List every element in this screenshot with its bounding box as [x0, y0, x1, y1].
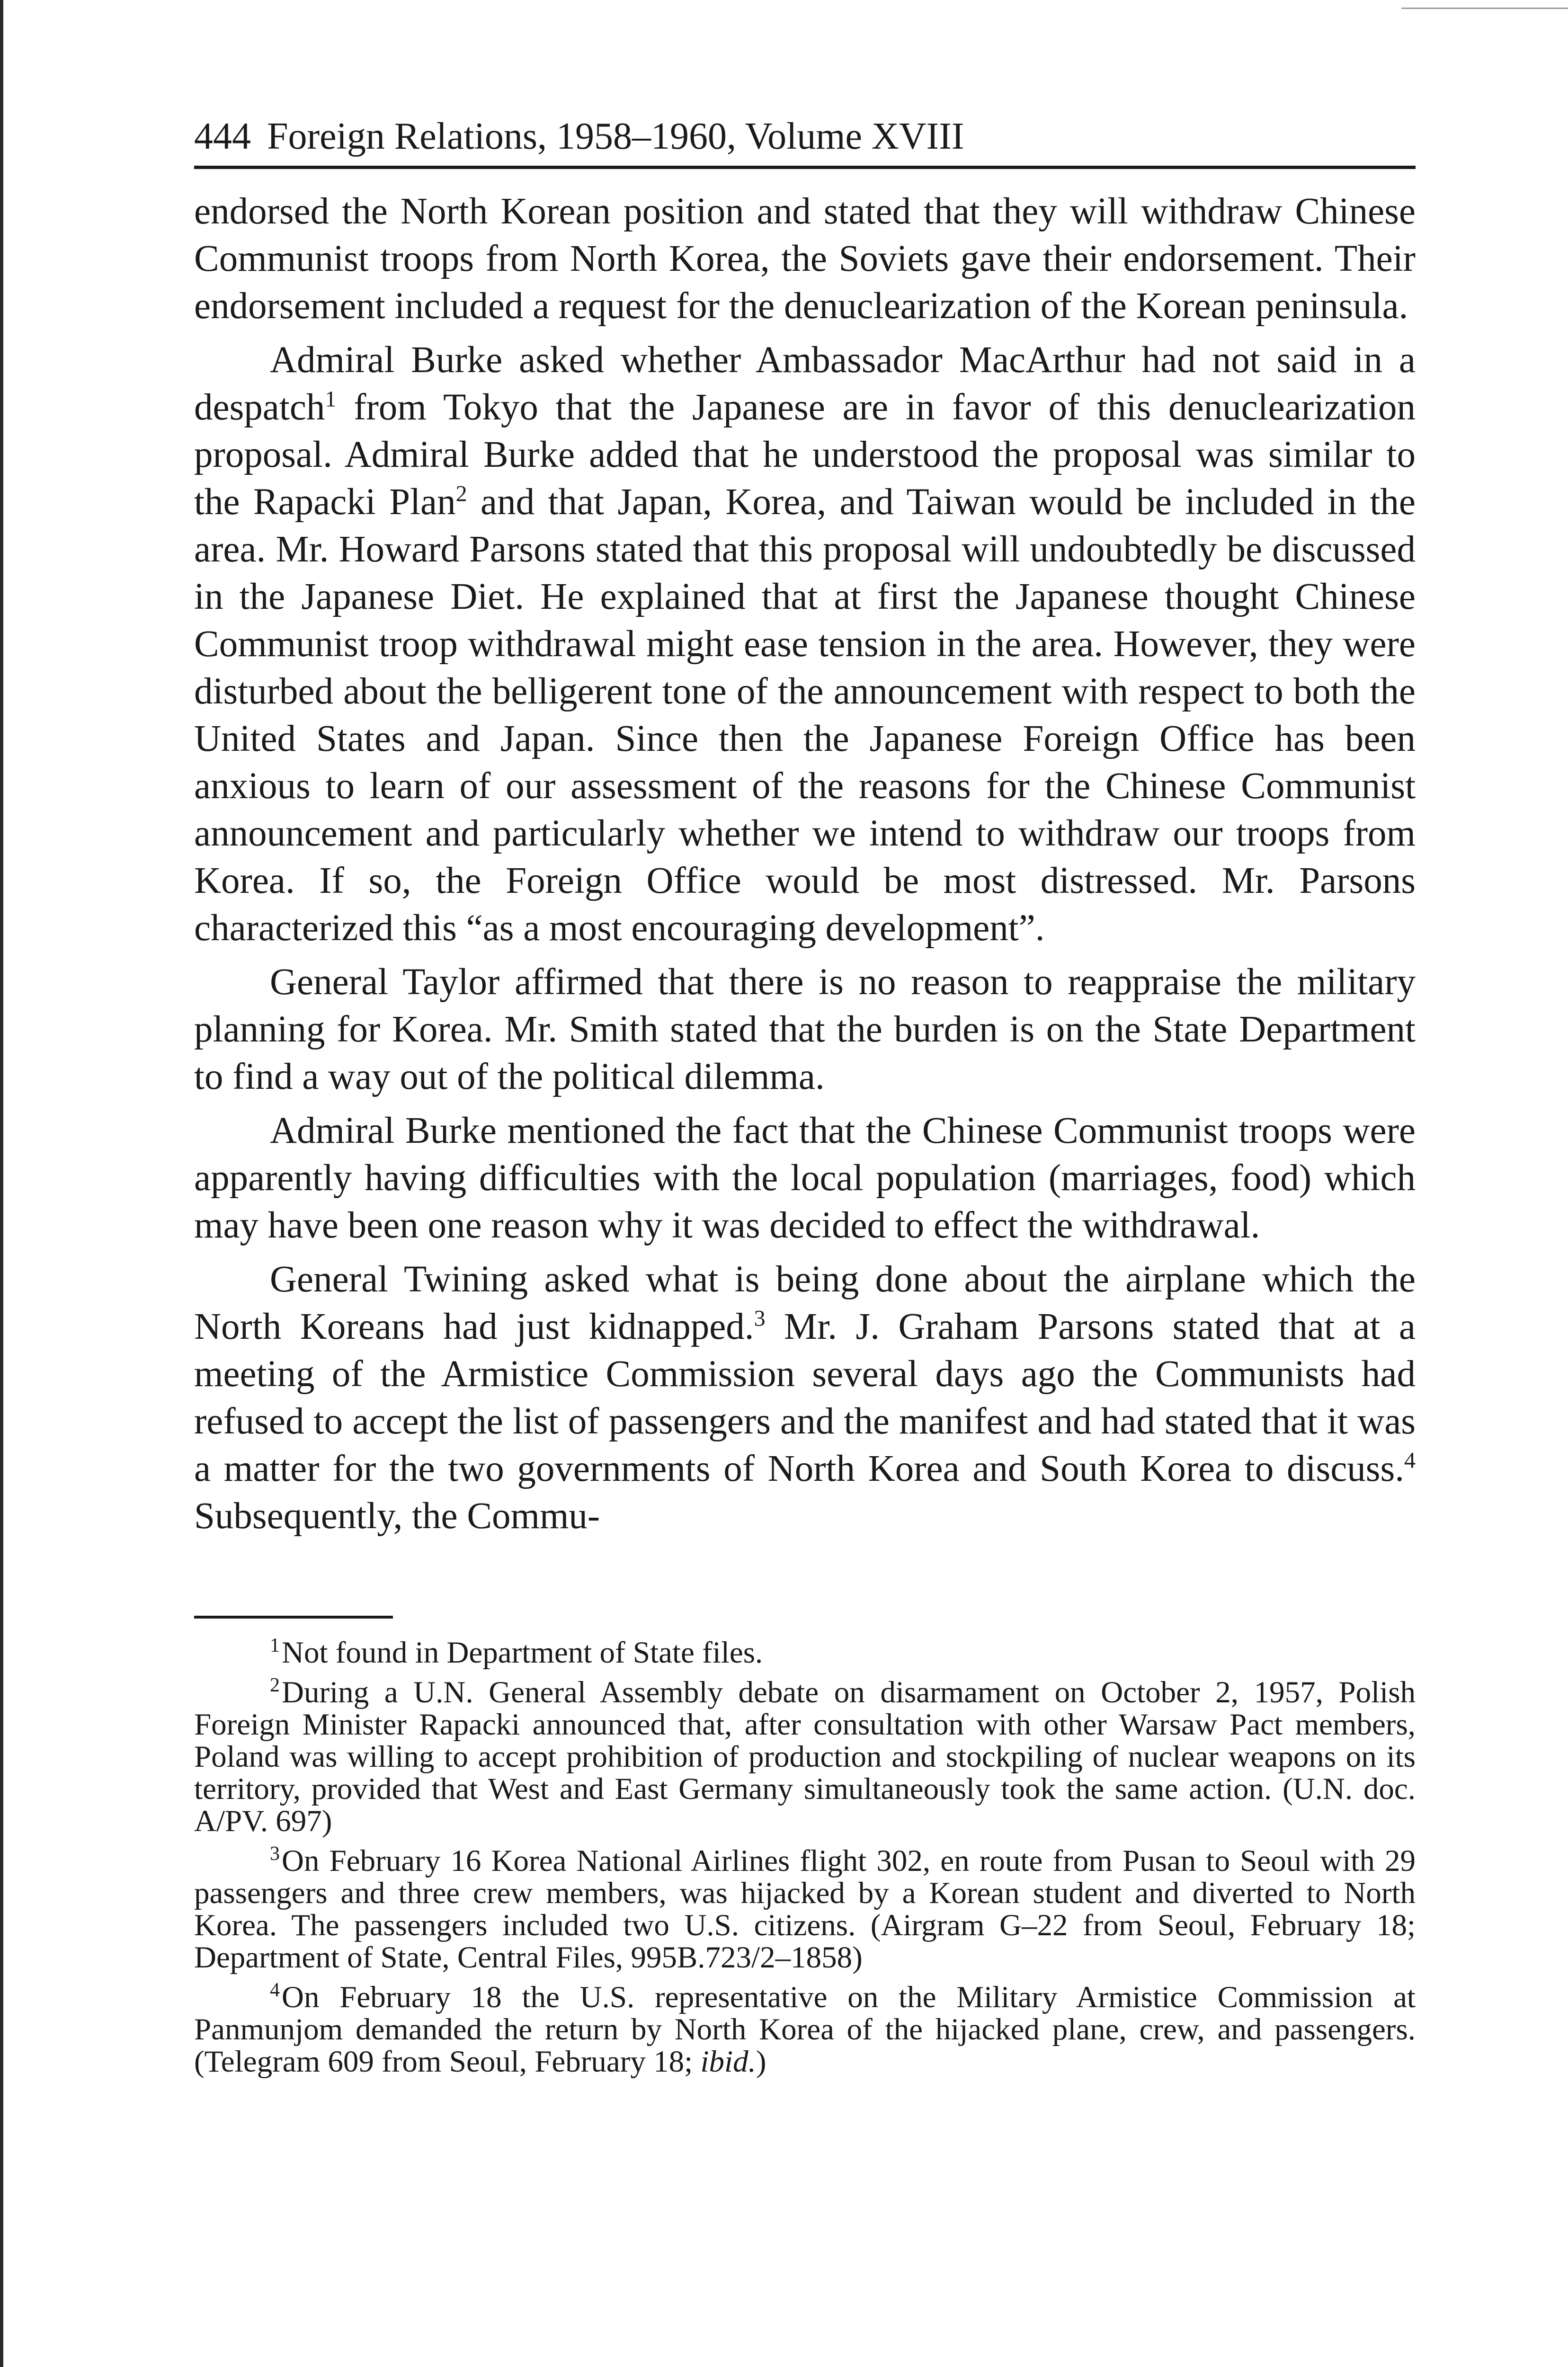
running-title: Foreign Relations, 1958–1960, Volume XVIII [267, 116, 964, 157]
page-number: 444 [194, 116, 251, 157]
footnote-3 [194, 1845, 1416, 1974]
scan-artifact-line [1401, 8, 1568, 9]
paragraph-2-text-b: from Tokyo that the Japanese are in favor of this denuclearization proposal. Admiral Burke added that he understood the proposal was similar to the Rapacki Plan [194, 387, 1416, 523]
running-head [194, 114, 1416, 169]
footnote-4-mark: 4 [270, 1979, 280, 2002]
paragraph-5 [194, 1256, 1416, 1540]
paragraph-5-text-a: General Twining asked what is being done about the airplane which the North Koreans had just kidnapped. [194, 1259, 1416, 1347]
footnotes [194, 1637, 1416, 2078]
paragraph-2 [194, 337, 1416, 952]
footnote-1-mark: 1 [270, 1635, 280, 1657]
scan-edge [0, 0, 3, 2367]
footnote-3-text: On February 16 Korea National Airlines flight 302, en route from Pusan to Seoul with 29 passengers and three crew members, was hijacked by a Korean student and diverted to North Korea. The passengers included two U.S. citizens. (Airgram G–22 from Seoul, February 18; Department of State, Central Files, 995B.723/2–1858) [194, 1844, 1416, 1975]
footnote-ref-2[interactable]: 2 [455, 481, 467, 507]
footnote-4-text: On February 18 the U.S. representative on the Military Armistice Commission at Panmunjom demanded the return by North Korea of the hijacked plane, crew, and passengers. (Telegram 609 from Seoul, February 18; [194, 1980, 1416, 2079]
footnote-4-ibid: ibid. [700, 2045, 756, 2079]
footnote-ref-3[interactable]: 3 [754, 1306, 766, 1331]
footnote-4-tail: ) [756, 2045, 766, 2079]
body-text [194, 188, 1416, 1540]
paragraph-3: General Taylor affirmed that there is no reason to reappraise the military planning for Korea. Mr. Smith stated that the burden is on the State Department to find a way out of the political dilemma. [194, 961, 1416, 1097]
footnote-1 [194, 1637, 1416, 1669]
footnote-4 [194, 1981, 1416, 2078]
document-page [194, 114, 1416, 2085]
footnote-1-text: Not found in Department of State files. [282, 1636, 763, 1670]
paragraph-5-text-b: Mr. J. Graham Parsons stated that at a meeting of the Armistice Commission several days ago the Communists had refused to accept the list of passengers and the manifest and had stated that it was a matter for the two governments of North Korea and South Korea to discuss. [194, 1306, 1416, 1489]
paragraph-5-text-c: Subsequently, the Commu- [194, 1495, 600, 1537]
footnote-3-mark: 3 [270, 1843, 280, 1865]
footnote-ref-4[interactable]: 4 [1404, 1448, 1416, 1473]
paragraph-4: Admiral Burke mentioned the fact that the Chinese Communist troops were apparently having difficulties with the local population (marriages, food) which may have been one reason why it was decided to effect the withdrawal. [194, 1110, 1416, 1246]
paragraph-2-text-a: Admiral Burke asked whether Ambassador MacArthur had not said in a despatch [194, 339, 1416, 428]
footnote-2 [194, 1676, 1416, 1837]
footnote-2-text: During a U.N. General Assembly debate on disarmament on October 2, 1957, Polish Foreign Minister Rapacki announced that, after consultation with other Warsaw Pact members, Poland was willing to accept prohibition of production and stockpiling of nuclear weapons on its territory, provided that West and East Germany simultaneously took the same action. (U.N. doc. A/PV. 697) [194, 1675, 1416, 1838]
footnote-ref-1[interactable]: 1 [325, 386, 337, 412]
footnote-divider [194, 1616, 393, 1619]
footnote-2-mark: 2 [270, 1674, 280, 1697]
paragraph-1: endorsed the North Korean position and stated that they will withdraw Chinese Communist troops from North Korea, the Soviets gave their endorsement. Their endorsement included a request for the denuclearization of the Korean peninsula. [194, 191, 1416, 327]
paragraph-2-text-c: and that Japan, Korea, and Taiwan would be included in the area. Mr. Howard Parsons stated that this proposal will undoubtedly be discussed in the Japanese Diet. He explained that at first the Japanese thought Chinese Communist troop withdrawal might ease tension in the area. However, they were disturbed about the belligerent tone of the announcement with respect to both the United States and Japan. Since then the Japanese Foreign Office has been anxious to learn of our assessment of the reasons for the Chinese Communist announcement and particularly whether we intend to withdraw our troops from Korea. If so, the Foreign Office would be most distressed. Mr. Parsons characterized this “as a most encouraging development”. [194, 481, 1416, 949]
